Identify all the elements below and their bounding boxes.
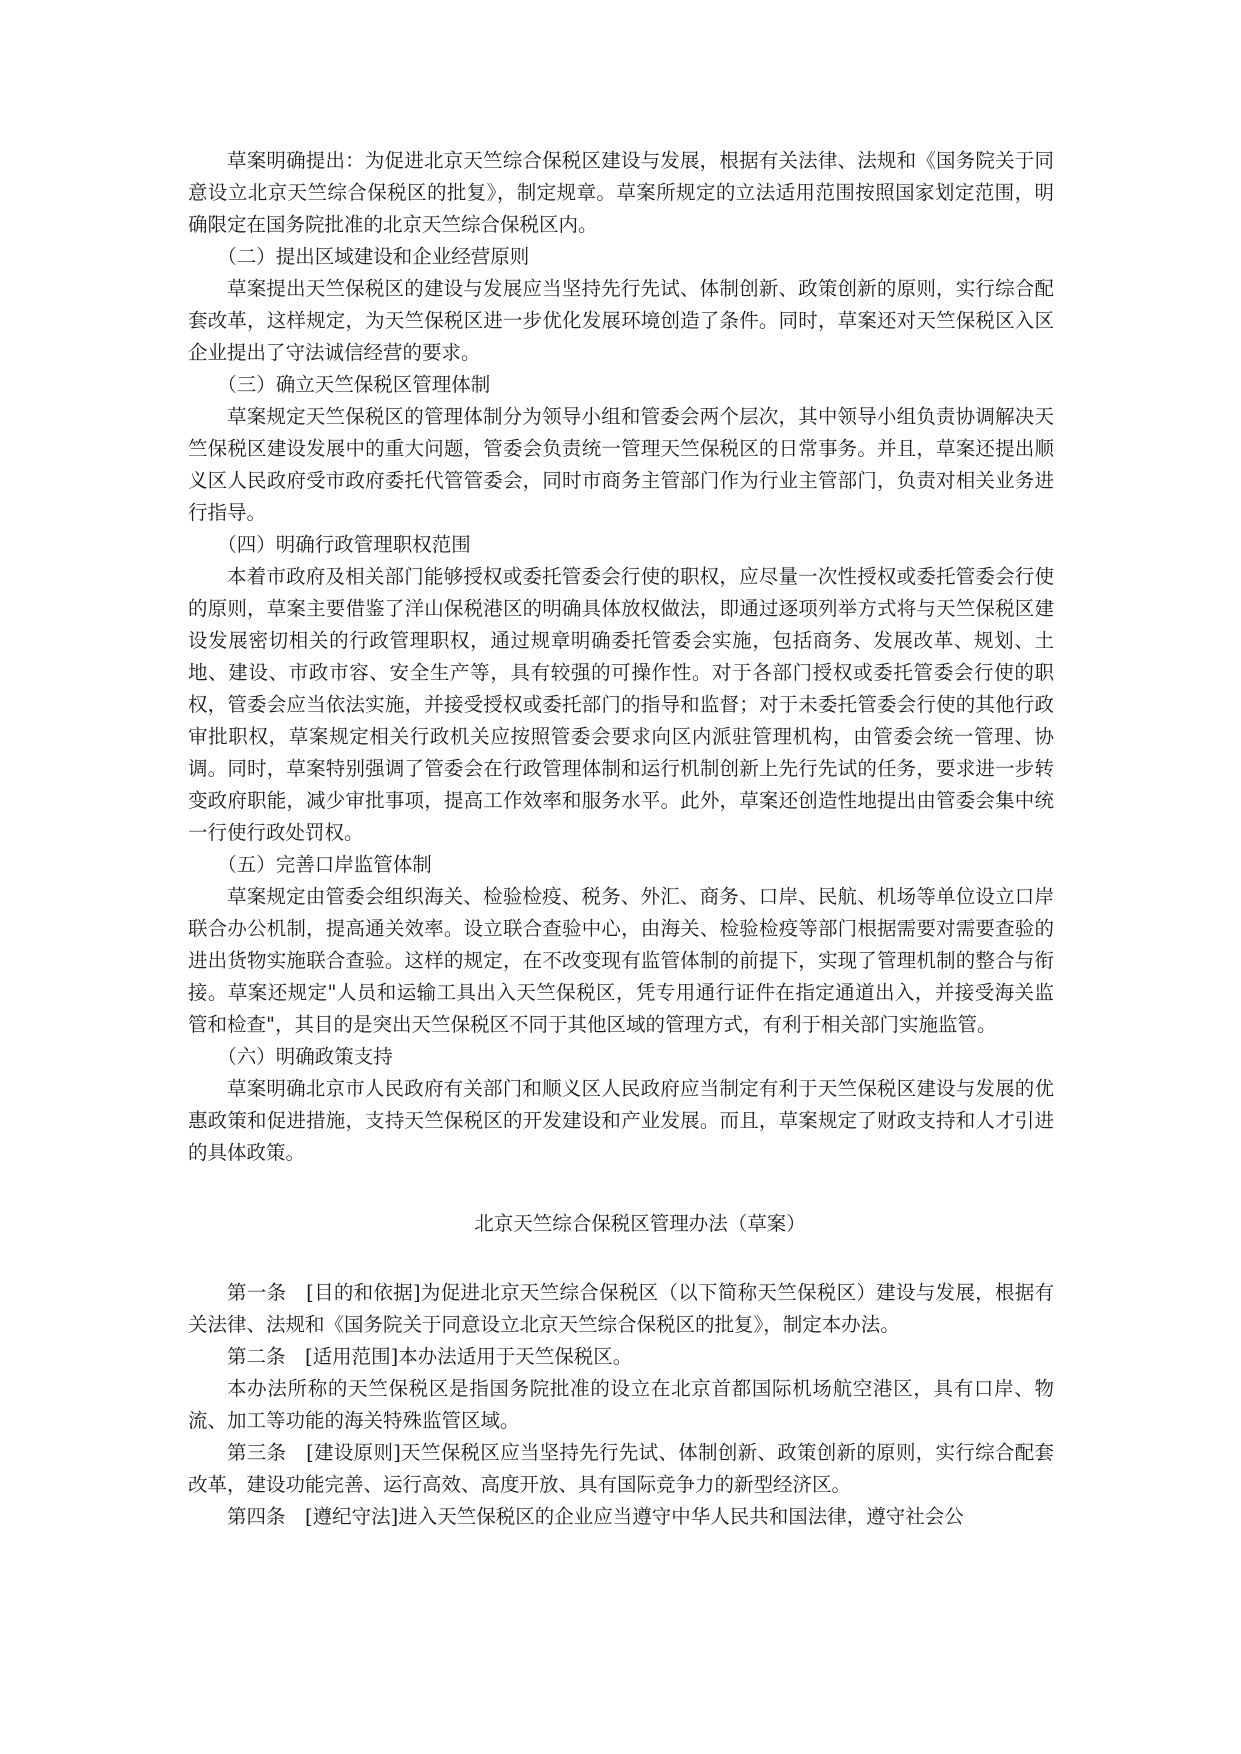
section-heading: （四）明确行政管理职权范围 — [217, 533, 471, 556]
section-heading: （二）提出区域建设和企业经营原则 — [217, 245, 530, 268]
paragraph: 草案提出天竺保税区的建设与发展应当坚持先行先试、体制创新、政策创新的原则，实行综合配套改革，这样规定，为天竺保税区进一步优化发展环境创造了条件。同时，草案还对天竺保税区入区企业提出了守法诚信经营的要求。 — [188, 277, 1054, 364]
paragraph: 草案明确提出：为促进北京天竺综合保税区建设与发展，根据有关法律、法规和《国务院关于同意设立北京天竺综合保税区的批复》，制定规章。草案所规定的立法适用范围按照国家划定范围，明确限定在国务院批准的北京天竺综合保税区内。 — [188, 149, 1054, 236]
document-title: 北京天竺综合保税区管理办法（草案） — [474, 1212, 806, 1235]
article-2: 第二条 [适用范围]本办法适用于天竺保税区。 — [227, 1345, 633, 1368]
article-2-paragraph: 本办法所称的天竺保税区是指国务院批准的设立在北京首都国际机场航空港区，具有口岸、物流、加工等功能的海关特殊监管区域。 — [188, 1377, 1054, 1432]
article-1: 第一条 [目的和依据]为促进北京天竺综合保税区（以下简称天竺保税区）建设与发展，根据有关法律、法规和《国务院关于同意设立北京天竺综合保税区的批复》，制定本办法。 — [188, 1281, 1054, 1336]
paragraph: 草案明确北京市人民政府有关部门和顺义区人民政府应当制定有利于天竺保税区建设与发展的优惠政策和促进措施，支持天竺保税区的开发建设和产业发展。而且，草案规定了财政支持和人才引进的具体政策。 — [188, 1077, 1054, 1164]
section-heading: （五）完善口岸监管体制 — [217, 853, 432, 876]
paragraph: 本着市政府及相关部门能够授权或委托管委会行使的职权，应尽量一次性授权或委托管委会行使的原则，草案主要借鉴了洋山保税港区的明确具体放权做法，即通过逐项列举方式将与天竺保税区建设发展密切相关的行政管理职权，通过规章明确委托管委会实施，包括商务、发展改革、规划、土地、建设、市政市容、安全生产等，具有较强的可操作性。对于各部门授权或委托管委会行使的职权，管委会应当依法实施，并接受授权或委托部门的指导和监督；对于未委托管委会行使的其他行政审批职权，草案规定相关行政机关应按照管委会要求向区内派驻管理机构，由管委会统一管理、协调。同时，草案特别强调了管委会在行政管理体制和运行机制创新上先行先试的任务，要求进一步转变政府职能，减少审批事项，提高工作效率和服务水平。此外，草案还创造性地提出由管委会集中统一行使行政处罚权。 — [188, 565, 1054, 844]
section-heading: （三）确立天竺保税区管理体制 — [217, 373, 491, 396]
paragraph: 草案规定由管委会组织海关、检验检疫、税务、外汇、商务、口岸、民航、机场等单位设立口岸联合办公机制，提高通关效率。设立联合查验中心，由海关、检验检疫等部门根据需要对需要查验的进出货物实施联合查验。这样的规定，在不改变现有监管体制的前提下，实现了管理机制的整合与衔接。草案还规定"人员和运输工具出入天竺保税区，凭专用通行证件在指定通道出入，并接受海关监管和检查"，其目的是突出天竺保税区不同于其他区域的管理方式，有利于相关部门实施监管。 — [188, 885, 1054, 1036]
article-3: 第三条 [建设原则]天竺保税区应当坚持先行先试、体制创新、政策创新的原则，实行综合配套改革，建设功能完善、运行高效、高度开放、具有国际竞争力的新型经济区。 — [188, 1441, 1054, 1496]
document-body — [188, 145, 1054, 1533]
article-4: 第四条 [遵纪守法]进入天竺保税区的企业应当遵守中华人民共和国法律，遵守社会公 — [227, 1505, 964, 1528]
paragraph: 草案规定天竺保税区的管理体制分为领导小组和管委会两个层次，其中领导小组负责协调解决天竺保税区建设发展中的重大问题，管委会负责统一管理天竺保税区的日常事务。并且，草案还提出顺义区人民政府受市政府委托代管管委会，同时市商务主管部门作为行业主管部门，负责对相关业务进行指导。 — [188, 405, 1054, 524]
section-heading: （六）明确政策支持 — [217, 1045, 393, 1068]
